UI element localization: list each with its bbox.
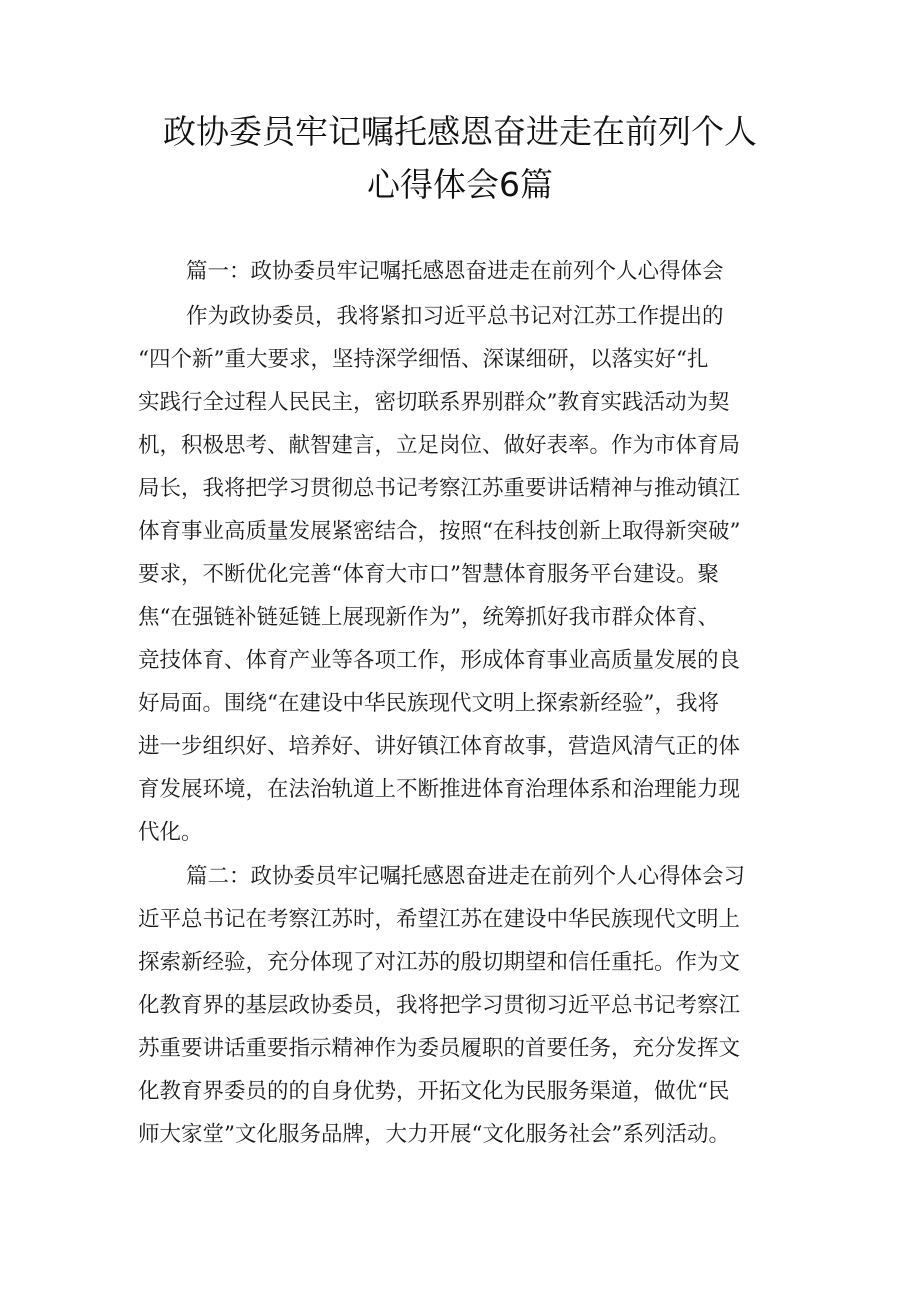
document-title-line-1: 政协委员牢记嘱托感恩奋进走在前列个人 bbox=[163, 112, 757, 151]
paragraph-line: 实践行全过程人民民主，密切联系界别群众”教育实践活动为契 bbox=[138, 390, 730, 415]
paragraph-line: 进一步组织好、培养好、讲好镇江体育故事，营造风清气正的体 bbox=[138, 734, 741, 759]
paragraph-line: 机，积极思考、献智建言，立足岗位、做好表率。作为市体育局 bbox=[138, 433, 741, 458]
paragraph-line: 育发展环境，在法治轨道上不断推进体育治理体系和治理能力现 bbox=[138, 777, 741, 802]
section-1-heading: 篇一：政协委员牢记嘱托感恩奋进走在前列个人心得体会 bbox=[186, 259, 724, 284]
paragraph-line: 作为政协委员，我将紧扣习近平总书记对江苏工作提出的 bbox=[186, 304, 724, 329]
document-title-line-2: 心得体会6篇 bbox=[367, 165, 553, 204]
paragraph-line: 要求，不断优化完善“体育大市口”智慧体育服务平台建设。聚 bbox=[138, 562, 719, 587]
paragraph-line: 局长，我将把学习贯彻总书记考察江苏重要讲话精神与推动镇江 bbox=[138, 476, 741, 501]
paragraph-line: 化教育界的基层政协委员，我将把学习贯彻习近平总书记考察江 bbox=[138, 993, 741, 1018]
paragraph-line: 代化。 bbox=[138, 820, 203, 845]
paragraph-line: 焦“在强链补链延链上展现新作为”，统筹抓好我市群众体育、 bbox=[138, 605, 719, 630]
paragraph-line: 竞技体育、体育产业等各项工作，形成体育事业高质量发展的良 bbox=[138, 648, 741, 673]
paragraph-line: 师大家堂”文化服务品牌，大力开展“文化服务社会”系列活动。 bbox=[138, 1122, 730, 1147]
paragraph-line: 苏重要讲话重要指示精神作为委员履职的首要任务，充分发挥文 bbox=[138, 1036, 741, 1061]
section-2-heading: 篇二：政协委员牢记嘱托感恩奋进走在前列个人心得体会习 bbox=[186, 864, 746, 889]
paragraph-line: 近平总书记在考察江苏时，希望江苏在建设中华民族现代文明上 bbox=[138, 907, 741, 932]
paragraph-line: 探索新经验，充分体现了对江苏的殷切期望和信任重托。作为文 bbox=[138, 950, 741, 975]
paragraph-line: “四个新”重大要求，坚持深学细悟、深谋细研，以落实好“扎 bbox=[138, 347, 709, 372]
paragraph-line: 体育事业高质量发展紧密结合，按照“在科技创新上取得新突破” bbox=[138, 519, 741, 544]
paragraph-line: 好局面。围绕“在建设中华民族现代文明上探索新经验”，我将 bbox=[138, 691, 719, 716]
paragraph-line: 化教育界委员的的自身优势，开拓文化为民服务渠道，做优“民 bbox=[138, 1079, 730, 1104]
